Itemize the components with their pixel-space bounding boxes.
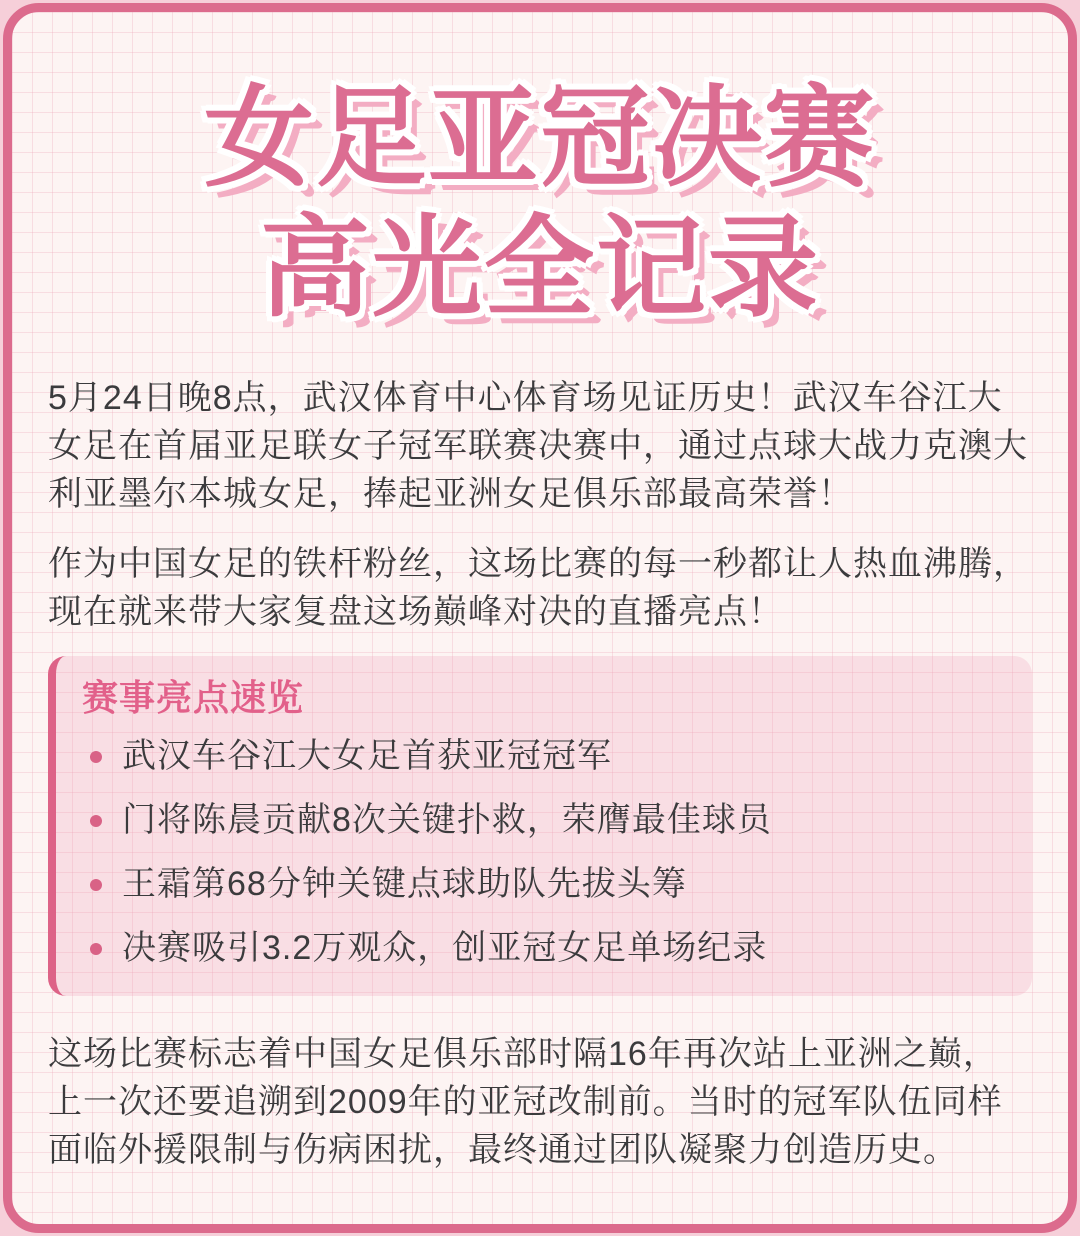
- list-item-text: 武汉车谷江大女足首获亚冠冠军: [122, 737, 612, 775]
- highlight-list: [82, 732, 1004, 972]
- article-card: [3, 3, 1077, 1233]
- history-paragraph: 这场比赛标志着中国女足俱乐部时隔16年再次站上亚洲之巅，上一次还要追溯到2009年的亚冠改制前。当时的冠军队伍同样面临外援限制与伤病困扰，最终通过团队凝聚力创造历史。: [48, 1035, 1003, 1169]
- page-title-line-2: 高光全记录: [260, 207, 820, 330]
- list-item-text: 王霜第68分钟关键点球助队先拔头筹: [122, 865, 687, 903]
- highlight-box-title: 赛事亮点速览: [82, 677, 305, 718]
- fan-paragraph: 作为中国女足的铁杆粉丝，这场比赛的每一秒都让人热血沸腾，现在就来带大家复盘这场巅峰对决的直播亮点！: [48, 545, 1028, 631]
- highlight-box: [48, 656, 1032, 996]
- bullet-dot-icon: [90, 943, 102, 955]
- bullet-dot-icon: [90, 815, 102, 827]
- list-item-text: 门将陈晨贡献8次关键扑救，荣膺最佳球员: [122, 801, 772, 839]
- bullet-dot-icon: [90, 751, 102, 763]
- list-item: [82, 860, 1004, 908]
- list-item: [82, 796, 1004, 844]
- intro-paragraph: 5月24日晚8点，武汉体育中心体育场见证历史！武汉车谷江大女足在首届亚足联女子冠军联赛决赛中，通过点球大战力克澳大利亚墨尔本城女足，捧起亚洲女足俱乐部最高荣誉！: [48, 379, 1028, 513]
- page-title-line-1: 女足亚冠决赛: [204, 77, 876, 200]
- list-item: [82, 732, 1004, 780]
- bullet-dot-icon: [90, 879, 102, 891]
- page-title: [48, 74, 1032, 334]
- list-item-text: 决赛吸引3.2万观众，创亚冠女足单场纪录: [122, 929, 768, 967]
- list-item: [82, 924, 1004, 972]
